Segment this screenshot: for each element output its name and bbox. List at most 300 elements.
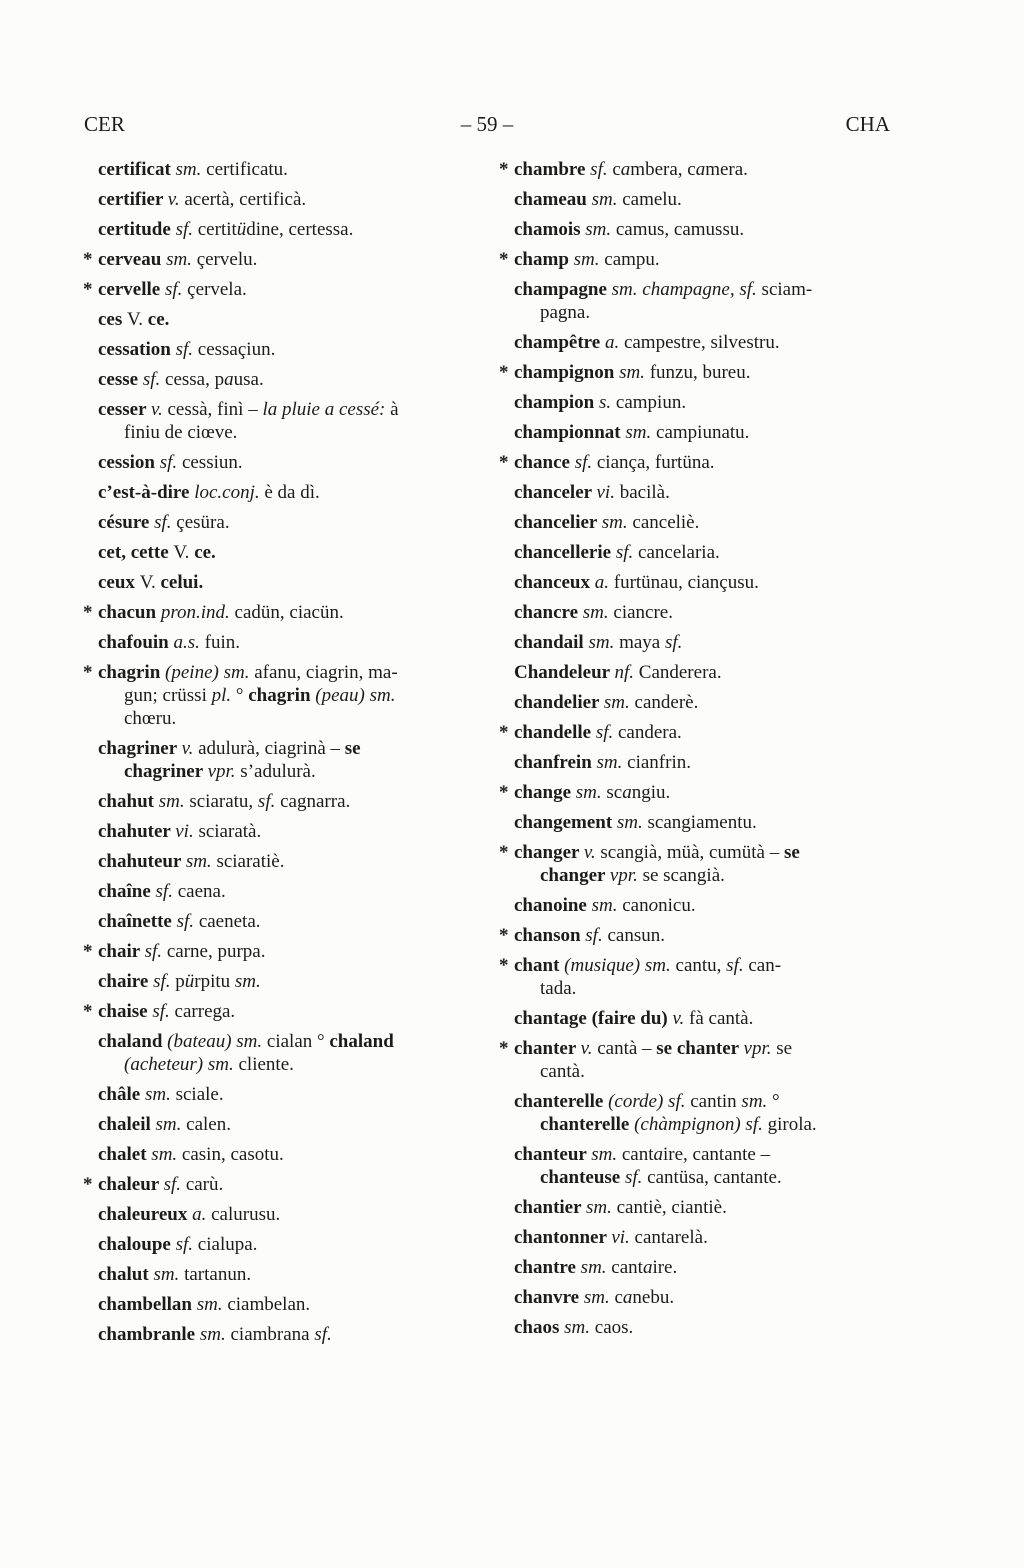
- entry-text-segment: v.: [672, 1008, 685, 1029]
- dictionary-entry: [514, 331, 912, 354]
- dictionary-entry: [98, 1083, 496, 1106]
- dictionary-entry: [98, 1113, 496, 1136]
- entry-text-segment: sm.: [575, 782, 602, 803]
- entry-text-segment: sf.: [595, 722, 614, 743]
- entry-text-segment: çervelu.: [191, 249, 258, 270]
- entry-text-segment: sf.: [155, 881, 173, 902]
- entry-text-segment: chanceler: [514, 482, 597, 503]
- dictionary-entry: [514, 541, 912, 564]
- entry-text-segment: chanfrein: [514, 752, 597, 773]
- dictionary-column-right: [499, 158, 912, 1346]
- entry-text-segment: chagriner: [98, 738, 182, 759]
- entry-text-segment: carne, purpa.: [162, 941, 266, 962]
- entry-text-segment: a.: [594, 572, 609, 593]
- entry-text-segment: maya: [614, 632, 665, 653]
- dictionary-entry: [499, 451, 912, 474]
- entry-text-segment: mera.: [705, 159, 748, 180]
- header-page-number: – 59 –: [460, 112, 514, 136]
- entry-text-segment: a: [622, 782, 632, 803]
- entry-text-segment: carù.: [181, 1174, 224, 1195]
- entry-text-segment: sciaratu,: [184, 791, 258, 812]
- dictionary-entry: [514, 218, 912, 241]
- entry-text-segment: vi.: [596, 482, 615, 503]
- entry-text-segment: chœru.: [124, 708, 177, 729]
- entry-text-segment: v.: [580, 1038, 593, 1059]
- entry-text-segment: ü: [184, 971, 195, 992]
- entry-text-segment: a: [620, 159, 631, 180]
- entry-text-segment: sm. champagne, sf.: [611, 279, 757, 300]
- entry-text-segment: chacun: [98, 602, 161, 623]
- entry-text-segment: chaîne: [98, 881, 156, 902]
- dictionary-entry: [98, 1203, 496, 1226]
- header-guide-word-left: CER: [84, 112, 125, 136]
- dictionary-entry: [499, 361, 912, 384]
- entry-text-segment: cessiun.: [177, 452, 243, 473]
- entry-text-segment: champignon: [514, 362, 620, 383]
- entry-text-segment: ce.: [147, 309, 170, 330]
- entry-text-segment: canceliè.: [627, 512, 700, 533]
- entry-text-segment: chanteuse: [540, 1167, 625, 1188]
- dictionary-entry: [514, 631, 912, 654]
- headword-star-marker: *: [499, 782, 509, 803]
- entry-text-segment: calurusu.: [206, 1204, 281, 1225]
- entry-text-segment: certifier: [98, 189, 168, 210]
- dictionary-entry: [83, 1000, 496, 1023]
- entry-text-segment: se: [344, 738, 361, 759]
- entry-text-segment: sf.: [585, 925, 603, 946]
- entry-text-segment: chancelier: [514, 512, 602, 533]
- headword-star-marker: *: [83, 662, 93, 683]
- entry-text-segment: cansun.: [602, 925, 665, 946]
- entry-text-segment: pron.ind.: [160, 602, 230, 623]
- entry-text-segment: ciancre.: [608, 602, 673, 623]
- entry-text-segment: è da dì.: [259, 482, 320, 503]
- entry-text-segment: sf.: [257, 791, 276, 812]
- entry-text-segment: cantà –: [592, 1038, 657, 1059]
- entry-text-segment: changer: [514, 842, 584, 863]
- dictionary-entry: [499, 1037, 912, 1083]
- entry-text-segment: Canderera.: [634, 662, 722, 683]
- entry-text-segment: sm.: [175, 159, 202, 180]
- entry-text-segment: scangià, müà, cumütà –: [595, 842, 784, 863]
- dictionary-entry: [514, 278, 912, 324]
- entry-text-segment: chanceux: [514, 572, 595, 593]
- entry-text-segment: cesse: [98, 369, 143, 390]
- entry-text-segment: cadün, ciacün.: [229, 602, 344, 623]
- entry-text-segment: se chanter: [656, 1038, 744, 1059]
- entry-text-segment: furtünau, ciançusu.: [609, 572, 759, 593]
- entry-text-segment: V.: [173, 542, 195, 563]
- entry-text-segment: cessation: [98, 339, 176, 360]
- entry-text-segment: cialupa.: [193, 1234, 258, 1255]
- entry-text-segment: can: [617, 895, 649, 916]
- entry-text-segment: sf.: [726, 955, 744, 976]
- headword-star-marker: *: [499, 159, 509, 180]
- entry-text-segment: chair: [98, 941, 145, 962]
- entry-text-segment: certificatu.: [201, 159, 288, 180]
- entry-text-segment: usa.: [233, 369, 264, 390]
- entry-text-segment: vpr.: [743, 1038, 772, 1059]
- entry-text-segment: a: [695, 159, 706, 180]
- entry-text-segment: c’est-à-dire: [98, 482, 195, 503]
- entry-text-segment: ceux: [98, 572, 140, 593]
- entry-text-segment: (corde) sf.: [608, 1091, 686, 1112]
- entry-text-segment: se scangià.: [637, 865, 725, 886]
- entry-text-segment: bacilà.: [614, 482, 670, 503]
- entry-text-segment: sm.: [185, 851, 212, 872]
- entry-text-segment: cessaçiun.: [193, 339, 276, 360]
- dictionary-entry: [98, 368, 496, 391]
- entry-text-segment: sf.: [175, 1234, 194, 1255]
- dictionary-entry: [499, 841, 912, 887]
- entry-text-segment: sciam-: [756, 279, 813, 300]
- entry-text-segment: pagna.: [540, 302, 591, 323]
- entry-text-segment: sf.: [142, 369, 161, 390]
- entry-text-segment: chambre: [514, 159, 591, 180]
- entry-text-segment: se: [771, 1038, 793, 1059]
- entry-text-segment: casin, casotu.: [177, 1144, 284, 1165]
- entry-text-segment: (peau) sm.: [315, 685, 396, 706]
- entry-text-segment: ire.: [652, 1257, 678, 1278]
- entry-text-segment: chahuter: [98, 821, 176, 842]
- entry-text-segment: sf.: [615, 542, 634, 563]
- entry-text-segment: calen.: [181, 1114, 231, 1135]
- entry-text-segment: (peine) sm.: [165, 662, 250, 683]
- dictionary-entry: [98, 880, 496, 903]
- entry-text-segment: °: [231, 685, 249, 706]
- entry-text-segment: sf.: [159, 452, 178, 473]
- entry-text-segment: chaleil: [98, 1114, 156, 1135]
- entry-text-segment: sf.: [153, 971, 171, 992]
- entry-text-segment: cliente.: [233, 1054, 294, 1075]
- headword-star-marker: *: [83, 941, 93, 962]
- entry-text-segment: chantonner: [514, 1227, 612, 1248]
- dictionary-entry: [514, 1143, 912, 1189]
- entry-text-segment: dine, certessa.: [246, 219, 354, 240]
- dictionary-entry: [514, 1226, 912, 1249]
- entry-text-segment: cessa, p: [160, 369, 225, 390]
- dictionary-entry: [98, 571, 496, 594]
- entry-text-segment: sciale.: [170, 1084, 224, 1105]
- entry-text-segment: ciambelan.: [222, 1294, 311, 1315]
- entry-text-segment: pl.: [211, 685, 232, 706]
- headword-star-marker: *: [83, 249, 93, 270]
- dictionary-entry: [98, 1263, 496, 1286]
- entry-text-segment: cession: [98, 452, 160, 473]
- entry-text-segment: ciambrana: [225, 1324, 315, 1345]
- entry-text-segment: sm.: [166, 249, 192, 270]
- entry-text-segment: a.s.: [173, 632, 200, 653]
- entry-text-segment: chalut: [98, 1264, 154, 1285]
- dictionary-entry: [514, 1007, 912, 1030]
- entry-text-segment: sm.: [741, 1091, 768, 1112]
- entry-text-segment: caeneta.: [194, 911, 261, 932]
- dictionary-entry: [98, 1143, 496, 1166]
- dictionary-entry: [514, 421, 912, 444]
- entry-text-segment: gun; crüssi: [124, 685, 212, 706]
- dictionary-entry: [98, 790, 496, 813]
- entry-text-segment: chantre: [514, 1257, 581, 1278]
- entry-text-segment: v.: [150, 399, 163, 420]
- entry-text-segment: V.: [127, 309, 148, 330]
- entry-text-segment: champion: [514, 392, 599, 413]
- entry-text-segment: a: [622, 1287, 633, 1308]
- entry-text-segment: sf.: [175, 339, 194, 360]
- entry-text-segment: sf.: [314, 1324, 332, 1345]
- entry-text-segment: chaloupe: [98, 1234, 176, 1255]
- dictionary-entry: [514, 1090, 912, 1136]
- dictionary-entry: [499, 158, 912, 181]
- entry-text-segment: campiun.: [611, 392, 687, 413]
- entry-text-segment: vi.: [611, 1227, 630, 1248]
- dictionary-entry: [98, 451, 496, 474]
- entry-text-segment: cant: [617, 1144, 654, 1165]
- entry-text-segment: sf.: [144, 941, 163, 962]
- dictionary-entry: [98, 737, 496, 783]
- headword-star-marker: *: [499, 722, 509, 743]
- entry-text-segment: nebu.: [632, 1287, 675, 1308]
- dictionary-entry: [98, 218, 496, 241]
- dictionary-entry: [98, 511, 496, 534]
- entry-text-segment: sf.: [574, 452, 593, 473]
- dictionary-entry: [514, 481, 912, 504]
- entry-text-segment: sm.: [585, 1197, 612, 1218]
- entry-text-segment: sm.: [591, 1144, 618, 1165]
- dictionary-entry: [499, 924, 912, 947]
- entry-text-segment: chantier: [514, 1197, 586, 1218]
- entry-text-segment: sm.: [151, 1144, 178, 1165]
- entry-text-segment: changement: [514, 812, 617, 833]
- entry-text-segment: v.: [583, 842, 596, 863]
- entry-text-segment: sm.: [596, 752, 623, 773]
- entry-text-segment: adulurà, ciagrinà –: [193, 738, 345, 759]
- dictionary-entry: [514, 601, 912, 624]
- header-guide-word-right: CHA: [845, 112, 890, 136]
- entry-text-segment: chaland: [98, 1031, 168, 1052]
- entry-text-segment: a.: [192, 1204, 207, 1225]
- entry-text-segment: châle: [98, 1084, 145, 1105]
- entry-text-segment: (musique) sm.: [564, 955, 671, 976]
- entry-text-segment: chaleur: [98, 1174, 164, 1195]
- entry-text-segment: césure: [98, 512, 155, 533]
- entry-text-segment: campiunatu.: [651, 422, 750, 443]
- entry-text-segment: cantà.: [540, 1061, 585, 1082]
- dictionary-entry: [98, 541, 496, 564]
- dictionary-entry: [514, 1316, 912, 1339]
- dictionary-entry: [514, 661, 912, 684]
- entry-text-segment: sciaratiè.: [211, 851, 285, 872]
- entry-text-segment: camelu.: [617, 189, 682, 210]
- entry-text-segment: chameau: [514, 189, 592, 210]
- entry-text-segment: ces: [98, 309, 128, 330]
- dictionary-entry: [514, 1196, 912, 1219]
- dictionary-entry: [83, 1173, 496, 1196]
- headword-star-marker: *: [499, 955, 509, 976]
- entry-text-segment: chambranle: [98, 1324, 200, 1345]
- dictionary-entry: [98, 910, 496, 933]
- entry-text-segment: chaire: [98, 971, 154, 992]
- entry-text-segment: certitude: [98, 219, 176, 240]
- entry-text-segment: chant: [514, 955, 565, 976]
- entry-text-segment: chandelier: [514, 692, 604, 713]
- dictionary-entry: [83, 940, 496, 963]
- dictionary-entry: [98, 338, 496, 361]
- dictionary-entry: [98, 1233, 496, 1256]
- entry-text-segment: chalet: [98, 1144, 152, 1165]
- entry-text-segment: çesüra.: [171, 512, 230, 533]
- entry-text-segment: chandelle: [514, 722, 596, 743]
- entry-text-segment: finiu de ciœve.: [124, 422, 238, 443]
- entry-text-segment: chambellan: [98, 1294, 197, 1315]
- entry-text-segment: sm.: [144, 1084, 171, 1105]
- entry-text-segment: la pluie a cessé:: [262, 399, 386, 420]
- headword-star-marker: *: [499, 1038, 509, 1059]
- entry-text-segment: chafouin: [98, 632, 174, 653]
- dictionary-entry: [98, 158, 496, 181]
- entry-text-segment: c: [607, 159, 621, 180]
- entry-text-segment: °: [767, 1091, 780, 1112]
- dictionary-entry: [98, 1323, 496, 1346]
- dictionary-entry: [98, 820, 496, 843]
- entry-text-segment: sm.: [564, 1317, 591, 1338]
- entry-text-segment: cantiè, ciantiè.: [611, 1197, 727, 1218]
- entry-text-segment: chancellerie: [514, 542, 616, 563]
- entry-text-segment: camus, camussu.: [611, 219, 745, 240]
- dictionary-entry: [514, 811, 912, 834]
- dictionary-entry: [83, 601, 496, 624]
- entry-text-segment: chaînette: [98, 911, 177, 932]
- entry-text-segment: s.: [599, 392, 612, 413]
- entry-text-segment: chanvre: [514, 1287, 584, 1308]
- dictionary-entry: [98, 1293, 496, 1316]
- entry-text-segment: ciança, furtüna.: [592, 452, 715, 473]
- entry-text-segment: cet, cette: [98, 542, 174, 563]
- entry-text-segment: candera.: [613, 722, 682, 743]
- entry-text-segment: chaise: [98, 1001, 153, 1022]
- entry-text-segment: canderè.: [629, 692, 699, 713]
- headword-star-marker: *: [499, 362, 509, 383]
- entry-text-segment: a.: [604, 332, 620, 353]
- entry-text-segment: chagriner: [124, 761, 208, 782]
- dictionary-entry: [98, 970, 496, 993]
- entry-text-segment: vi.: [175, 821, 194, 842]
- headword-star-marker: *: [499, 452, 509, 473]
- entry-text-segment: rpitu: [194, 971, 235, 992]
- entry-text-segment: ü: [236, 219, 247, 240]
- entry-text-segment: funzu, bureu.: [644, 362, 751, 383]
- entry-text-segment: champêtre: [514, 332, 605, 353]
- entry-text-segment: sm.: [616, 812, 643, 833]
- entry-text-segment: caos.: [590, 1317, 634, 1338]
- entry-text-segment: sf.: [154, 512, 172, 533]
- entry-text-segment: ce.: [194, 542, 216, 563]
- dictionary-entry: [499, 781, 912, 804]
- entry-text-segment: sm.: [619, 362, 645, 383]
- entry-text-segment: sm.: [199, 1324, 226, 1345]
- entry-text-segment: champ: [514, 249, 574, 270]
- headword-star-marker: *: [499, 925, 509, 946]
- entry-text-segment: nicu.: [658, 895, 696, 916]
- entry-text-segment: ngiu.: [631, 782, 671, 803]
- entry-text-segment: cessà, finì –: [162, 399, 263, 420]
- entry-text-segment: cantüsa, cantante.: [642, 1167, 782, 1188]
- entry-text-segment: fà cantà.: [684, 1008, 754, 1029]
- entry-text-segment: carrega.: [169, 1001, 236, 1022]
- headword-star-marker: *: [83, 279, 93, 300]
- entry-text-segment: (bateau) sm.: [167, 1031, 263, 1052]
- entry-text-segment: sciaratà.: [193, 821, 262, 842]
- entry-text-segment: sm.: [625, 422, 652, 443]
- dictionary-entry: [514, 511, 912, 534]
- dictionary-entry: [98, 481, 496, 504]
- entry-text-segment: ire, cantante –: [663, 1144, 771, 1165]
- entry-text-segment: p: [170, 971, 185, 992]
- entry-text-segment: (chàmpignon) sf.: [634, 1114, 763, 1135]
- entry-text-segment: cesser: [98, 399, 151, 420]
- dictionary-entry: [98, 1030, 496, 1076]
- entry-text-segment: sf.: [152, 1001, 170, 1022]
- dictionary-entry: [98, 631, 496, 654]
- entry-text-segment: à: [385, 399, 399, 420]
- entry-text-segment: scangiamentu.: [642, 812, 757, 833]
- dictionary-entry: [83, 248, 496, 271]
- entry-text-segment: champagne: [514, 279, 612, 300]
- dictionary-entry: [98, 188, 496, 211]
- entry-text-segment: chanson: [514, 925, 586, 946]
- entry-text-segment: cervelle: [98, 279, 165, 300]
- entry-text-segment: campu.: [599, 249, 660, 270]
- dictionary-entry: [499, 248, 912, 271]
- entry-text-segment: sm.: [591, 189, 618, 210]
- headword-star-marker: *: [499, 249, 509, 270]
- dictionary-entry: [514, 751, 912, 774]
- entry-text-segment: sm.: [591, 895, 618, 916]
- entry-text-segment: afanu, ciagrin, ma-: [249, 662, 398, 683]
- entry-text-segment: chagrin: [98, 662, 166, 683]
- entry-text-segment: chanterelle: [514, 1091, 609, 1112]
- entry-text-segment: cagnarra.: [275, 791, 351, 812]
- dictionary-entry: [499, 954, 912, 1000]
- entry-text-segment: a: [653, 1144, 664, 1165]
- entry-text-segment: o: [648, 895, 659, 916]
- entry-text-segment: sm.: [603, 692, 630, 713]
- entry-text-segment: sm.: [585, 219, 612, 240]
- dictionary-entry: [98, 308, 496, 331]
- entry-text-segment: changer: [540, 865, 610, 886]
- entry-text-segment: sf.: [175, 219, 193, 240]
- entry-text-segment: loc.conj.: [194, 482, 260, 503]
- dictionary-entry: [514, 571, 912, 594]
- dictionary-entry: [83, 278, 496, 301]
- entry-text-segment: Chandeleur: [514, 662, 615, 683]
- entry-text-segment: chance: [514, 452, 575, 473]
- entry-text-segment: se: [783, 842, 800, 863]
- entry-text-segment: celui.: [160, 572, 204, 593]
- entry-text-segment: certificat: [98, 159, 176, 180]
- entry-text-segment: s’adulurà.: [235, 761, 316, 782]
- dictionary-entry: [83, 661, 496, 730]
- entry-text-segment: sm.: [155, 1114, 182, 1135]
- entry-text-segment: chaland: [329, 1031, 394, 1052]
- entry-text-segment: chaleureux: [98, 1204, 193, 1225]
- dictionary-entry: [514, 1256, 912, 1279]
- entry-text-segment: cancelaria.: [633, 542, 720, 563]
- entry-text-segment: sm.: [196, 1294, 223, 1315]
- entry-text-segment: sf.: [624, 1167, 643, 1188]
- entry-text-segment: (acheteur) sm.: [124, 1054, 234, 1075]
- entry-text-segment: cerveau: [98, 249, 167, 270]
- entry-text-segment: sf.: [164, 279, 183, 300]
